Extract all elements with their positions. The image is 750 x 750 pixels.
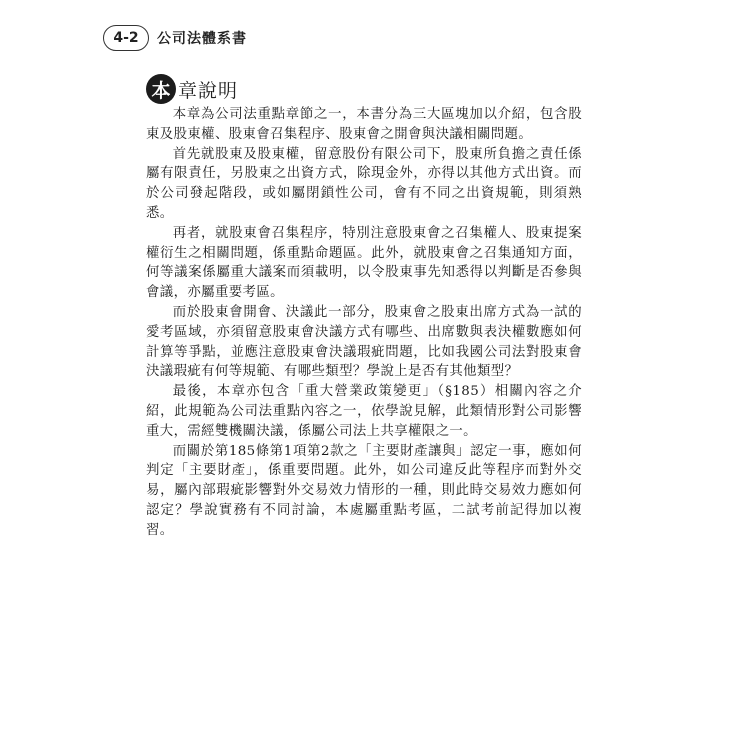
section-heading: [146, 74, 238, 104]
paragraph-5: 最後，本章亦包含「重大營業政策變更」（§185）相關內容之介紹，此規範為公司法重點內容之一，依學說見解，此類情形對公司影響重大，需經雙機關決議，係屬公司法上共享權限之一。: [146, 384, 582, 439]
paragraph-1: 本章為公司法重點章節之一，本書分為三大區塊加以介紹，包含股東及股東權、股東會召集程序、股東會之開會與決議相關問題。: [146, 107, 582, 142]
heading-text: 章說明: [178, 79, 239, 102]
chapter-description-body: [146, 105, 582, 541]
paragraph-3: 再者，就股東會召集程序，特別注意股東會之召集權人、股東提案權衍生之相關問題，係重點命題區。此外，就股東會之召集通知方面，何等議案係屬重大議案而須載明，以令股東事先知悉得以判斷是否參與會議，亦屬重要考區。: [146, 225, 582, 301]
book-series-title: 公司法體系書: [157, 31, 247, 47]
paragraph-6: 而關於第185條第1項第2款之「主要財產讓與」認定一事，應如何判定「主要財產」，係重要問題。此外，如公司違反此等程序而對外交易，屬內部瑕疵影響對外交易效力情形的一種，則此時交易效力應如何認定？學說實務有不同討論，本處屬重點考區，二試考前記得加以複習。: [146, 443, 582, 538]
page-number-badge: 4-2: [103, 25, 149, 51]
paragraph-2: 首先就股東及股東權，留意股份有限公司下，股東所負擔之責任係屬有限責任，另股東之出資方式，除現金外，亦得以其他方式出資。而於公司發起階段，或如屬閉鎖性公司，會有不同之出資規範，則須熟悉。: [146, 146, 582, 221]
paragraph-4: 而於股東會開會、決議此一部分，股東會之股東出席方式為一試的愛考區域，亦須留意股東會決議方式有哪些、出席數與表決權數應如何計算等爭點，並應注意股東會決議瑕疵問題，比如我國公司法對股東會決議瑕疵有何等規範、有哪些類型？學說上是否有其他類型？: [146, 304, 582, 380]
page-header: [103, 24, 247, 52]
heading-circle-char: 本: [146, 74, 176, 104]
